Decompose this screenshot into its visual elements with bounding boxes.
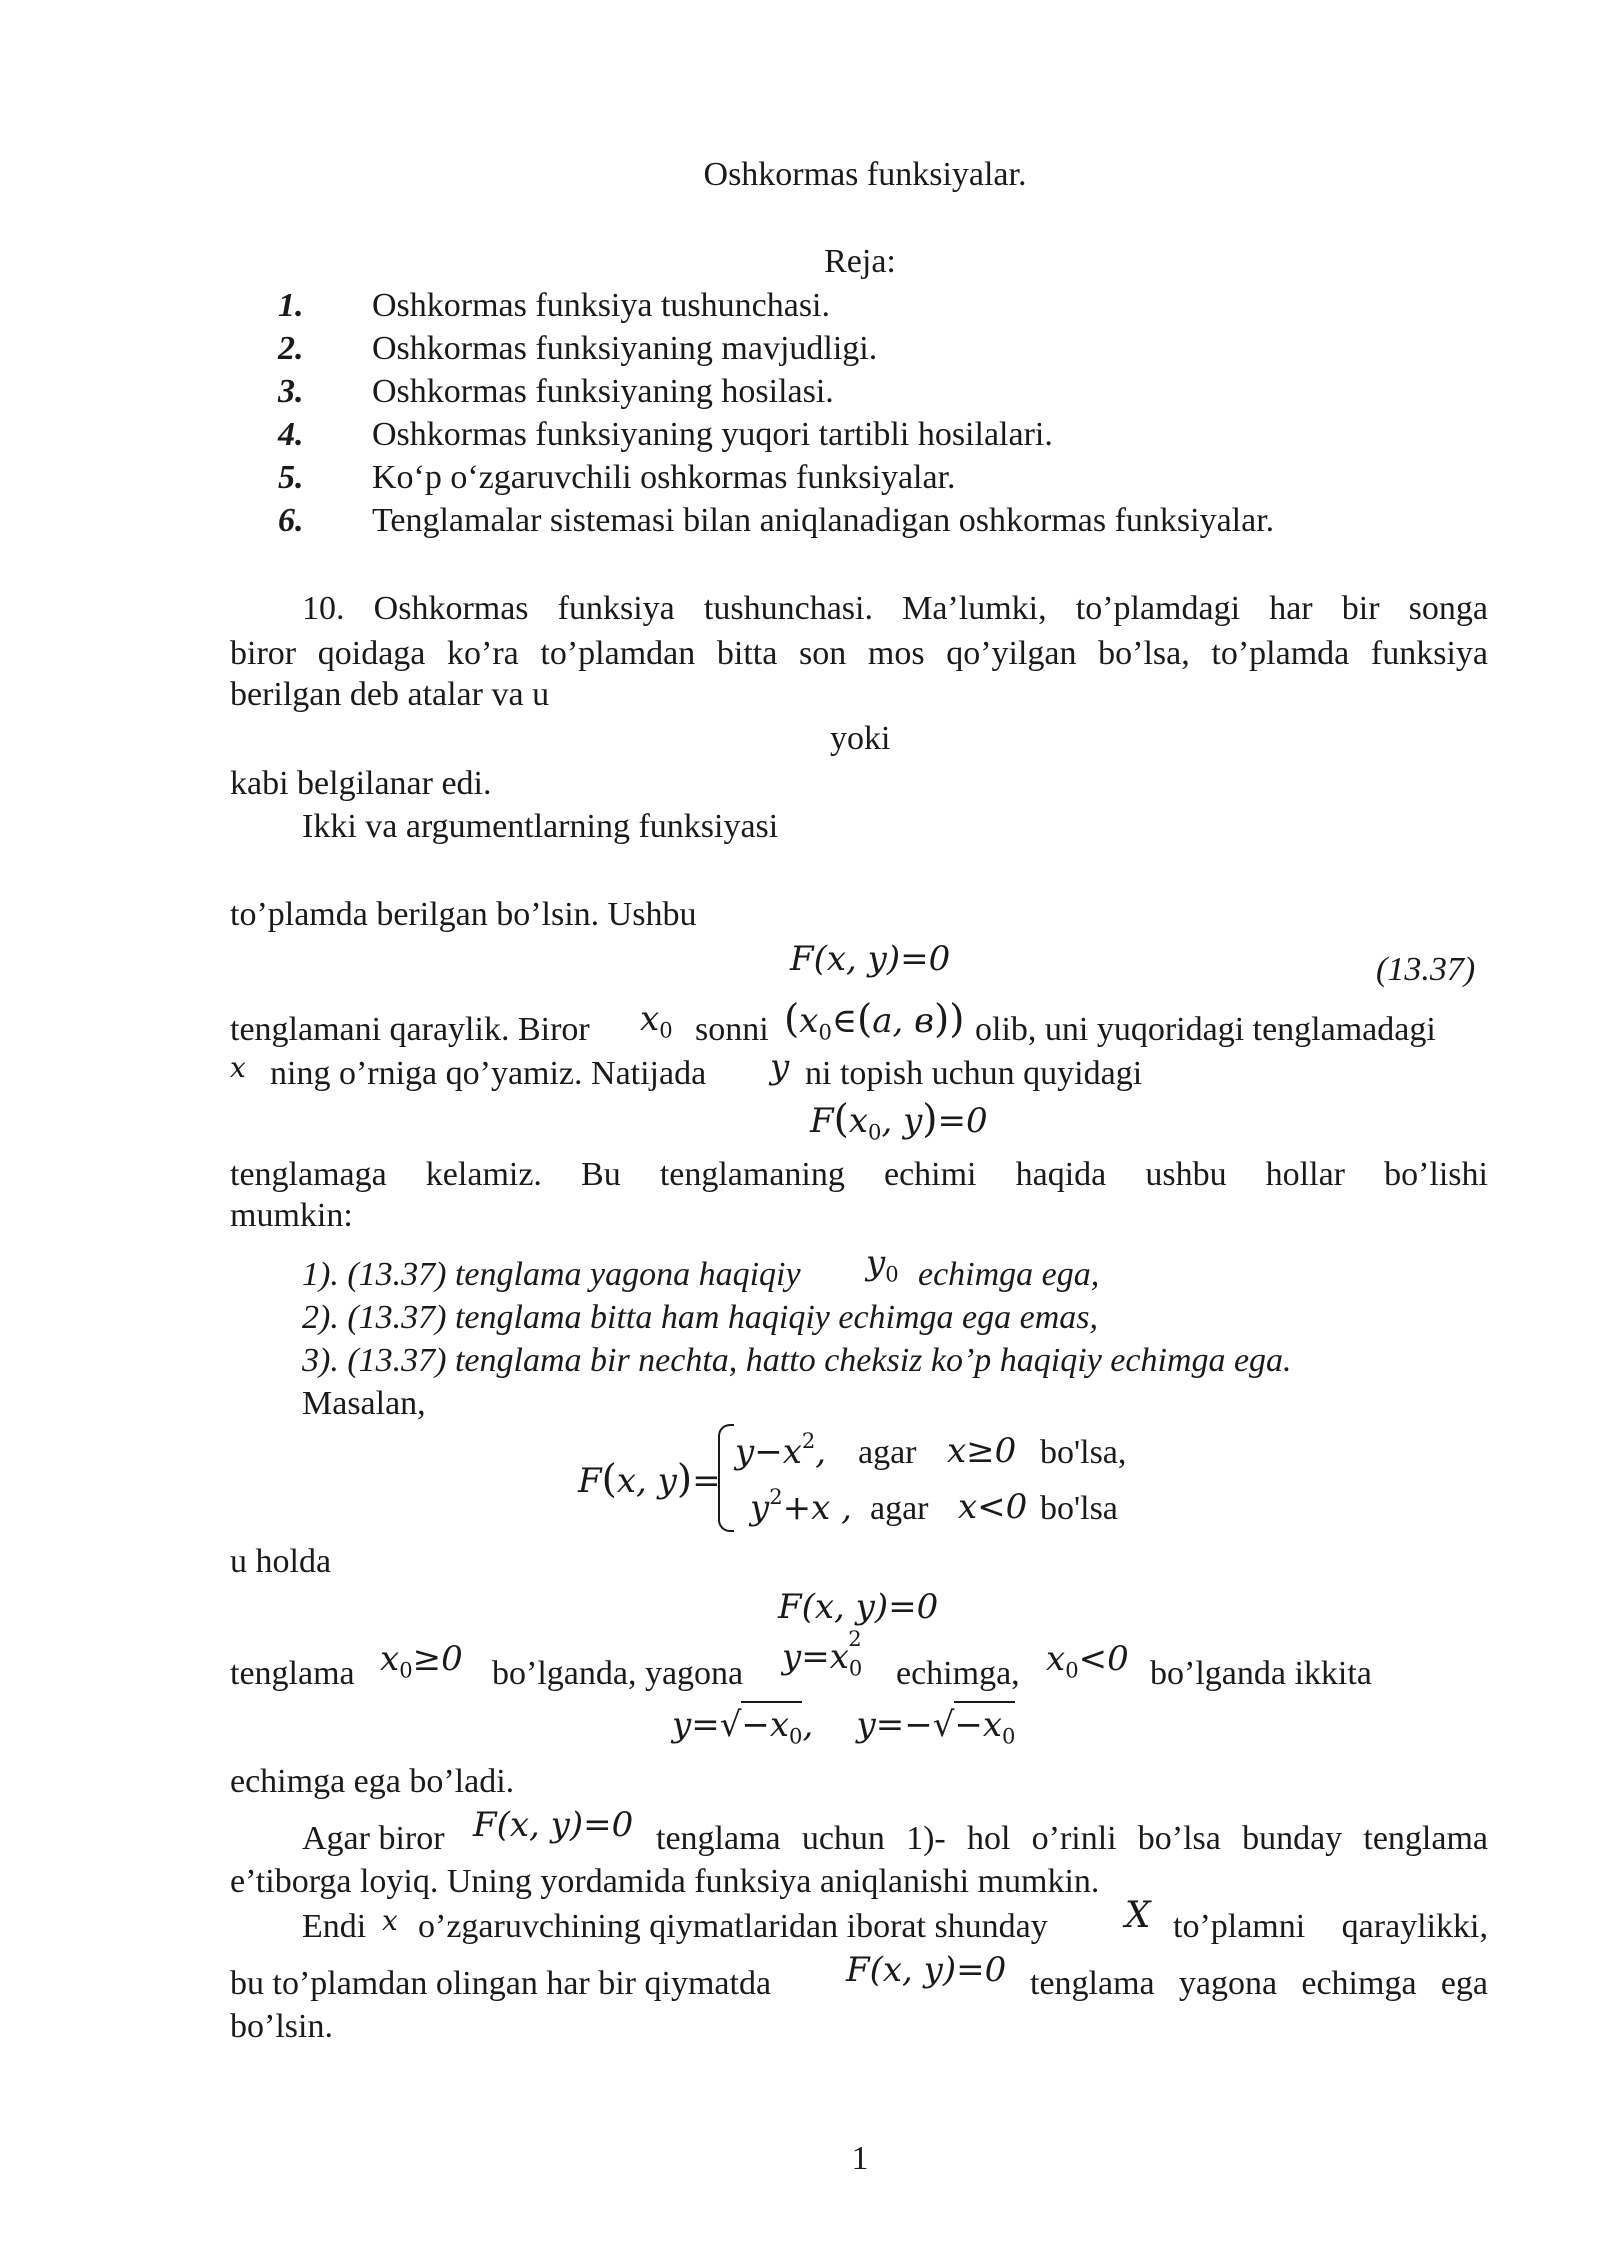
piece-tail: bo'lsa, [1040,1434,1127,1471]
plan-number: 1. [278,287,304,324]
body-text: bo’lganda, yagona [492,1655,744,1692]
body-text: Masalan, [302,1385,426,1422]
body-text: olib, uni yuqoridagi tenglamadagi [975,1011,1436,1048]
equation-inline: F(x, y)=0 [846,1950,1007,1990]
plan-item: Oshkormas funksiya tushunchasi. [372,287,831,324]
math-x0: $x_0$ [640,999,673,1043]
piece-tail: bo'lsa [1040,1490,1118,1527]
body-text: Ikki va argumentlarning funksiyasi [302,808,779,845]
body-text: mumkin: [230,1197,353,1234]
body-text: yoki [830,720,891,757]
math-x0-lt: $x_0<0$ [1046,1639,1129,1683]
piece-cond: x<0 [958,1487,1028,1527]
math-x: x [382,1904,398,1937]
body-text: ning o’rniga qo’yamiz. Natijada [270,1055,707,1092]
page-title: Oshkormas funksiyalar. [703,156,1027,193]
body-text: e’tiborga loyiq. Uning yordamida funksiya aniqlanishi mumkin. [230,1863,1100,1900]
case-item: 1). (13.37) tenglama yagona haqiqiy [302,1256,801,1293]
equation-x0: $F(x_0$, y)=0 [810,1097,988,1145]
brace [718,1424,734,1532]
page-number: 1 [851,2140,869,2177]
body-text: tenglamaga kelamiz. Bu tenglamaning echimi haqida ushbu hollar bo’lishi [230,1156,1488,1193]
equation-inline: F(x, y)=0 [473,1805,634,1845]
body-text: echimga ega bo’ladi. [230,1763,515,1800]
body-text: tenglama yagona echimga ega [1030,1965,1488,2002]
body-text: u holda [230,1543,332,1580]
body-text: tenglama [230,1655,355,1692]
body-text: kabi belgilanar edi. [230,765,492,802]
case-item: 3). (13.37) tenglama bir nechta, hatto cheksiz ko’p haqiqiy echimga ega. [302,1342,1292,1379]
math-sqrt-solutions: $y=√-x_0$, $y=-√-x_0$ [672,1708,1015,1746]
plan-number: 2. [278,330,304,367]
plan-item: Ko‘p o‘zgaruvchili oshkormas funksiyalar. [372,459,956,496]
math-x: x [230,1051,246,1084]
body-text: Agar biror [302,1820,445,1857]
plan-number: 5. [278,459,304,496]
body-text: bo’lganda ikkita [1150,1655,1372,1692]
body-text: biror qoidaga ko’ra to’plamdan bitta son mos qo’yilgan bo’lsa, to’plamda funksiya [230,635,1488,672]
math-interval: ($x_0\in(a$, в)) [784,997,965,1045]
piecewise-lhs: F(x, y)= [578,1457,721,1502]
body-text: sonni [695,1011,769,1048]
body-text: 10. Oshkormas funksiya tushunchasi. Ma’lumki, to’plamdagi har bir songa [302,590,1488,627]
math-y0: $y_0$ [866,1243,899,1287]
math-X: X [1125,1895,1151,1936]
plan-number: 4. [278,416,304,453]
piece-expr-1: $y-x^2$, [735,1428,827,1472]
body-text: bo’lsin. [230,2008,333,2045]
plan-item: Oshkormas funksiyaning yuqori tartibli hosilalari. [372,416,1053,453]
piece-word: agar [870,1490,929,1527]
equation-repeat: F(x, y)=0 [778,1587,939,1627]
body-text: echimga, [896,1655,1020,1692]
piece-word: agar [858,1434,917,1471]
body-text: bu to’plamdan olingan har bir qiymatda [230,1965,772,2002]
body-text: to’plamni qaraylikki, [1173,1908,1488,1945]
body-text: to’plamda berilgan bo’lsin. Ushbu [230,896,697,933]
body-text: tenglamani qaraylik. Biror [230,1011,590,1048]
plan-item: Oshkormas funksiyaning hosilasi. [372,373,834,410]
equation-main: F(x, y)=0 [790,939,951,979]
plan-item: Tenglamalar sistemasi bilan aniqlanadigan oshkormas funksiyalar. [372,502,1275,539]
body-text: ni topish uchun quyidagi [805,1055,1143,1092]
body-text: berilgan deb atalar va u [230,676,550,713]
plan-item: Oshkormas funksiyaning mavjudligi. [372,330,878,367]
equation-label: (13.37) [1376,951,1476,988]
body-text: Endi [302,1908,367,1945]
piece-cond: x≥0 [947,1431,1017,1471]
math-y: y [770,1047,790,1087]
body-text: o’zgaruvchining qiymatlaridan iborat shunday [418,1908,1048,1945]
case-item: echimga ega, [918,1256,1100,1293]
case-item: 2). (13.37) tenglama bitta ham haqiqiy echimga ega emas, [302,1299,1099,1336]
plan-number: 6. [278,502,304,539]
body-text: tenglama uchun 1)- hol o’rinli bo’lsa bunday tenglama [656,1820,1488,1857]
math-y-x0sq: $y=x_0^2$ [782,1626,863,1681]
math-x0-ge: $x_0\ge 0$ [380,1639,463,1683]
plan-number: 3. [278,373,304,410]
piece-expr-2: $y^2+x$ , [750,1484,852,1528]
plan-heading: Reja: [824,243,896,280]
